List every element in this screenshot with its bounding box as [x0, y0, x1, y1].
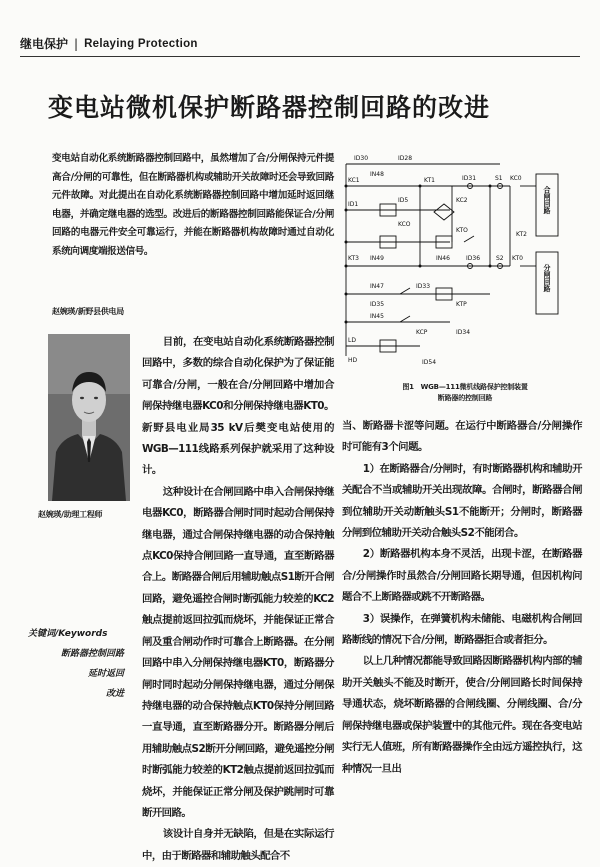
body-paragraph: 以上几种情况都能导致回路因断路器机构内部的辅助开关触头不能及时断开，使合/分闸回路长时间保持导通状态，烧坏断路器的合闸线圈、分闸线圈、合/分闸保持继电器或保护装置中的其他元件。现在各变电站实行无人值班，所有断路器操作全由远方遥控执行，这种情况一旦出 — [342, 655, 582, 775]
label-kt2: KT2 — [516, 231, 527, 238]
label-id34: ID34 — [456, 329, 471, 336]
label-trip-circuit: 分闸回路 — [543, 264, 551, 292]
label-kt1: KT1 — [424, 177, 435, 184]
label-id30: ID30 — [354, 155, 369, 162]
author-photo — [48, 334, 130, 501]
body-paragraph: 该设计自身并无缺陷，但是在实际运行中，由于断路器和辅助触头配合不 — [142, 828, 334, 862]
label-hd: HD — [348, 357, 358, 364]
section-en: Relaying Protection — [84, 37, 198, 50]
label-ld: LD — [348, 337, 356, 344]
label-id54: ID54 — [422, 359, 437, 366]
header-separator: | — [74, 36, 79, 51]
label-kc1: KC1 — [348, 177, 360, 184]
figure-caption-line: 图1 WGB—111微机线路保护控制装置 — [402, 383, 528, 391]
body-paragraph: 目前，在变电站自动化系统断路器控制回路中，多数的综合自动化保护为了保证能可靠合/分闸，一般在合/分闸回路中增加合闸保持继电器KC0和分闸保持继电器KT0。新野县电业局35 kV后樊变电站使用的WGB—111线路系列保护就采用了这种设计。 — [142, 336, 334, 477]
label-id5: ID5 — [398, 197, 409, 204]
body-column-right — [342, 416, 582, 780]
abstract: 变电站自动化系统断路器控制回路中，虽然增加了合/分闸保持元件提高合/分闸的可靠性，但在断路器机构或辅助开关故障时还会导致回路元件故障。对此提出在自动化系统断路器控制回路中增加延时返回继电器，并确定继电器的选型。改进后的断路器控制回路能保证合/分闸回路的电器元件安全可靠运行，并能在断路器机构故障时通过自动化系统向调度端报送信号。 — [52, 153, 334, 257]
body-paragraph: 这种设计在合闸回路中串入合闸保持继电器KC0，断路器合闸时同时起动合闸保持继电器，通过合闸保持继电器的动合保持触点KC0保持合闸回路一直导通，直至断路器合上。断路器合闸后用辅助触点S1断开合闸回路，避免遥控合闸时断弧能力较差的KC2触点提前返回拉弧而烧坏，并能保证正常合闸及重合闸动作时可靠合上断路器。在分闸回路中串入分闸保持继电器KT0，断路器分闸时同时起动分闸保持继电器，通过分闸保持继电器的动合保持触点KT0保持分闸回路一直导通，直至断路器分开。断路器分闸后用辅助触点S2断开分闸回路，避免遥控分闸时断弧能力较差的KT2触点提前返回拉弧而烧坏，并能保证正常分闸及保护跳闸时可靠断开回路。 — [142, 485, 334, 819]
label-in49: IN49 — [370, 255, 384, 262]
label-id28: ID28 — [398, 155, 413, 162]
label-kc0: KC0 — [510, 175, 522, 182]
label-id1: ID1 — [348, 201, 359, 208]
keyword-item: 延时返回 — [87, 669, 124, 679]
body-paragraph: 2）断路器机构本身不灵活，出现卡涩，在断路器合/分闸操作时虽然合/分闸回路长期导通，但因机构问题合不上断路器或跳不开断路器。 — [342, 548, 582, 604]
author-line: 赵婉瑛/新野县供电局 — [52, 307, 124, 316]
label-s1: S1 — [495, 175, 503, 182]
body-paragraph: 当、断路器卡涩等问题。在运行中断路器合/分闸操作时可能有3个问题。 — [342, 420, 582, 454]
circuit-diagram — [340, 146, 580, 380]
label-kcp: KCP — [416, 329, 428, 336]
label-id36: ID36 — [466, 255, 481, 262]
label-in45: IN45 — [370, 313, 384, 320]
header-rule — [20, 56, 580, 57]
keyword-item: 断路器控制回路 — [60, 649, 124, 659]
body-paragraph: 3）误操作，在弹簧机构未储能、电磁机构合闸回路断线的情况下合/分闸，断路器拒合或者拒分。 — [342, 612, 582, 647]
label-kco: KCO — [398, 221, 411, 228]
figure-caption — [380, 382, 550, 404]
keywords-list — [28, 644, 124, 704]
keyword-item: 改进 — [105, 689, 124, 699]
photo-caption: 赵婉瑛/助理工程师 — [38, 510, 103, 519]
label-kt0: KT0 — [512, 255, 523, 262]
label-id31: ID31 — [462, 175, 477, 182]
figure-caption-line: 断路器的控制回路 — [437, 394, 493, 402]
section-zh: 继电保护 — [20, 37, 69, 51]
label-id33: ID33 — [416, 283, 431, 290]
body-paragraph: 1）在断路器合/分闸时，有时断路器机构和辅助开关配合不当或辅助开关出现故障。合闸时，断路器合闸到位辅助开关动断触头S1不能断开；分闸时，断路器分闸到位辅助开关动合触头S2不能闭合。 — [342, 462, 582, 540]
label-kto: KTO — [456, 227, 468, 234]
label-id35: ID35 — [370, 301, 385, 308]
body-column-middle — [142, 332, 334, 867]
label-kt3: KT3 — [348, 255, 359, 262]
keywords-title: 关键词/Keywords — [28, 629, 108, 639]
article-title: 变电站微机保护断路器控制回路的改进 — [48, 93, 491, 122]
author-portrait-image — [48, 334, 130, 501]
label-in48: IN48 — [370, 171, 384, 178]
running-header — [20, 35, 198, 52]
label-in46: IN46 — [436, 255, 450, 262]
label-s2: S2 — [496, 255, 504, 262]
label-in47: IN47 — [370, 283, 384, 290]
label-kc2: KC2 — [456, 197, 468, 204]
label-ktp: KTP — [456, 301, 467, 308]
label-close-circuit: 合闸回路 — [543, 186, 551, 214]
